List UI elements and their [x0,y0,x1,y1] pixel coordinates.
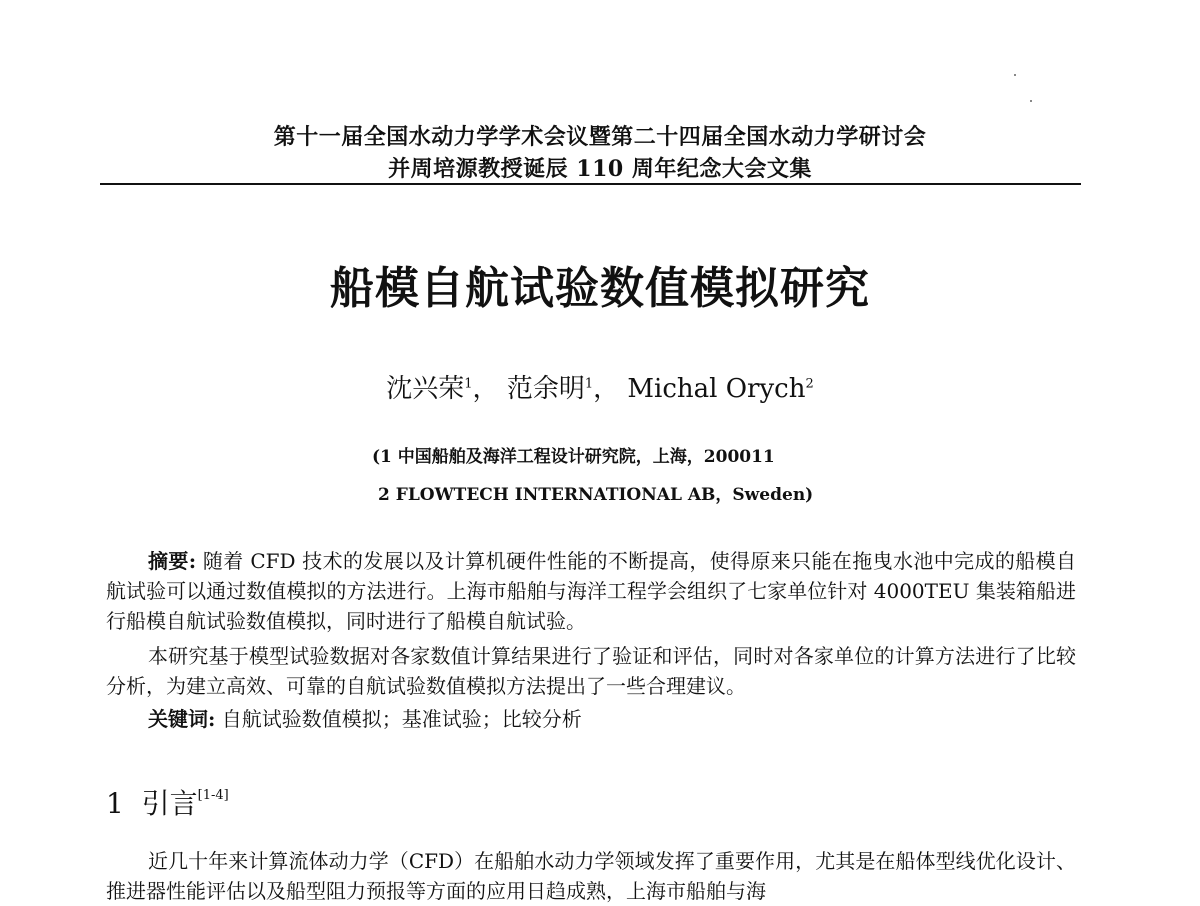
affiliation-1: (1 中国船舶及海洋工程设计研究院，上海，200011 [372,447,775,467]
author-list [0,368,1200,405]
affiliation-2: 2 FLOWTECH INTERNATIONAL AB，Sweden) [378,485,814,505]
abstract-paragraph-1 [106,546,1076,636]
scan-speck [1014,74,1016,76]
author-name: 沈兴荣 [386,374,465,404]
scan-speck [1030,100,1032,102]
keywords-text: 自航试验数值模拟；基准试验；比较分析 [221,707,582,731]
abstract-text-1: 随着 CFD 技术的发展以及计算机硬件性能的不断提高，使得原来只能在拖曳水池中完成的船模自航试验可以通过数值模拟的方法进行。上海市船舶与海洋工程学会组织了七家单位针对 4000TEU 集装箱船进行船模自航试验数值模拟，同时进行了船模自航试验。 [106,549,1076,633]
section-body-paragraph: 近几十年来计算流体动力学（CFD）在船舶水动力学领域发挥了重要作用，尤其是在船体型线优化设计、推进器性能评估以及船型阻力预报等方面的应用日趋成熟，上海市船舶与海 [106,849,1076,903]
keywords [106,704,1076,734]
header-rule [100,183,1081,185]
proceedings-header-line1: 第十一届全国水动力学学术会议暨第二十四届全国水动力学研讨会 [273,124,927,150]
author-affiliation-mark: 2 [805,376,814,392]
keywords-label: 关键词: [148,707,216,731]
author-separator: ， [472,374,499,404]
section-title: 引言 [141,787,198,820]
section-reference: [1-4] [197,788,229,803]
abstract-label: 摘要: [148,549,197,573]
section-number: 1 [106,787,124,820]
author-name: 范余明 [506,374,585,404]
author-affiliation-mark: 1 [464,376,473,392]
paper-title: 船模自航试验数值模拟研究 [330,263,870,314]
section-heading [106,782,229,822]
author-name: Michal Orych [627,374,806,404]
author-affiliation-mark: 1 [584,376,594,392]
abstract-paragraph-2: 本研究基于模型试验数据对各家数值计算结果进行了验证和评估，同时对各家单位的计算方法进行了比较分析，为建立高效、可靠的自航试验数值模拟方法提出了一些合理建议。 [106,644,1076,698]
author-separator: ， [593,374,620,404]
proceedings-header-line2: 并周培源教授诞辰 110 周年纪念大会文集 [388,156,812,182]
